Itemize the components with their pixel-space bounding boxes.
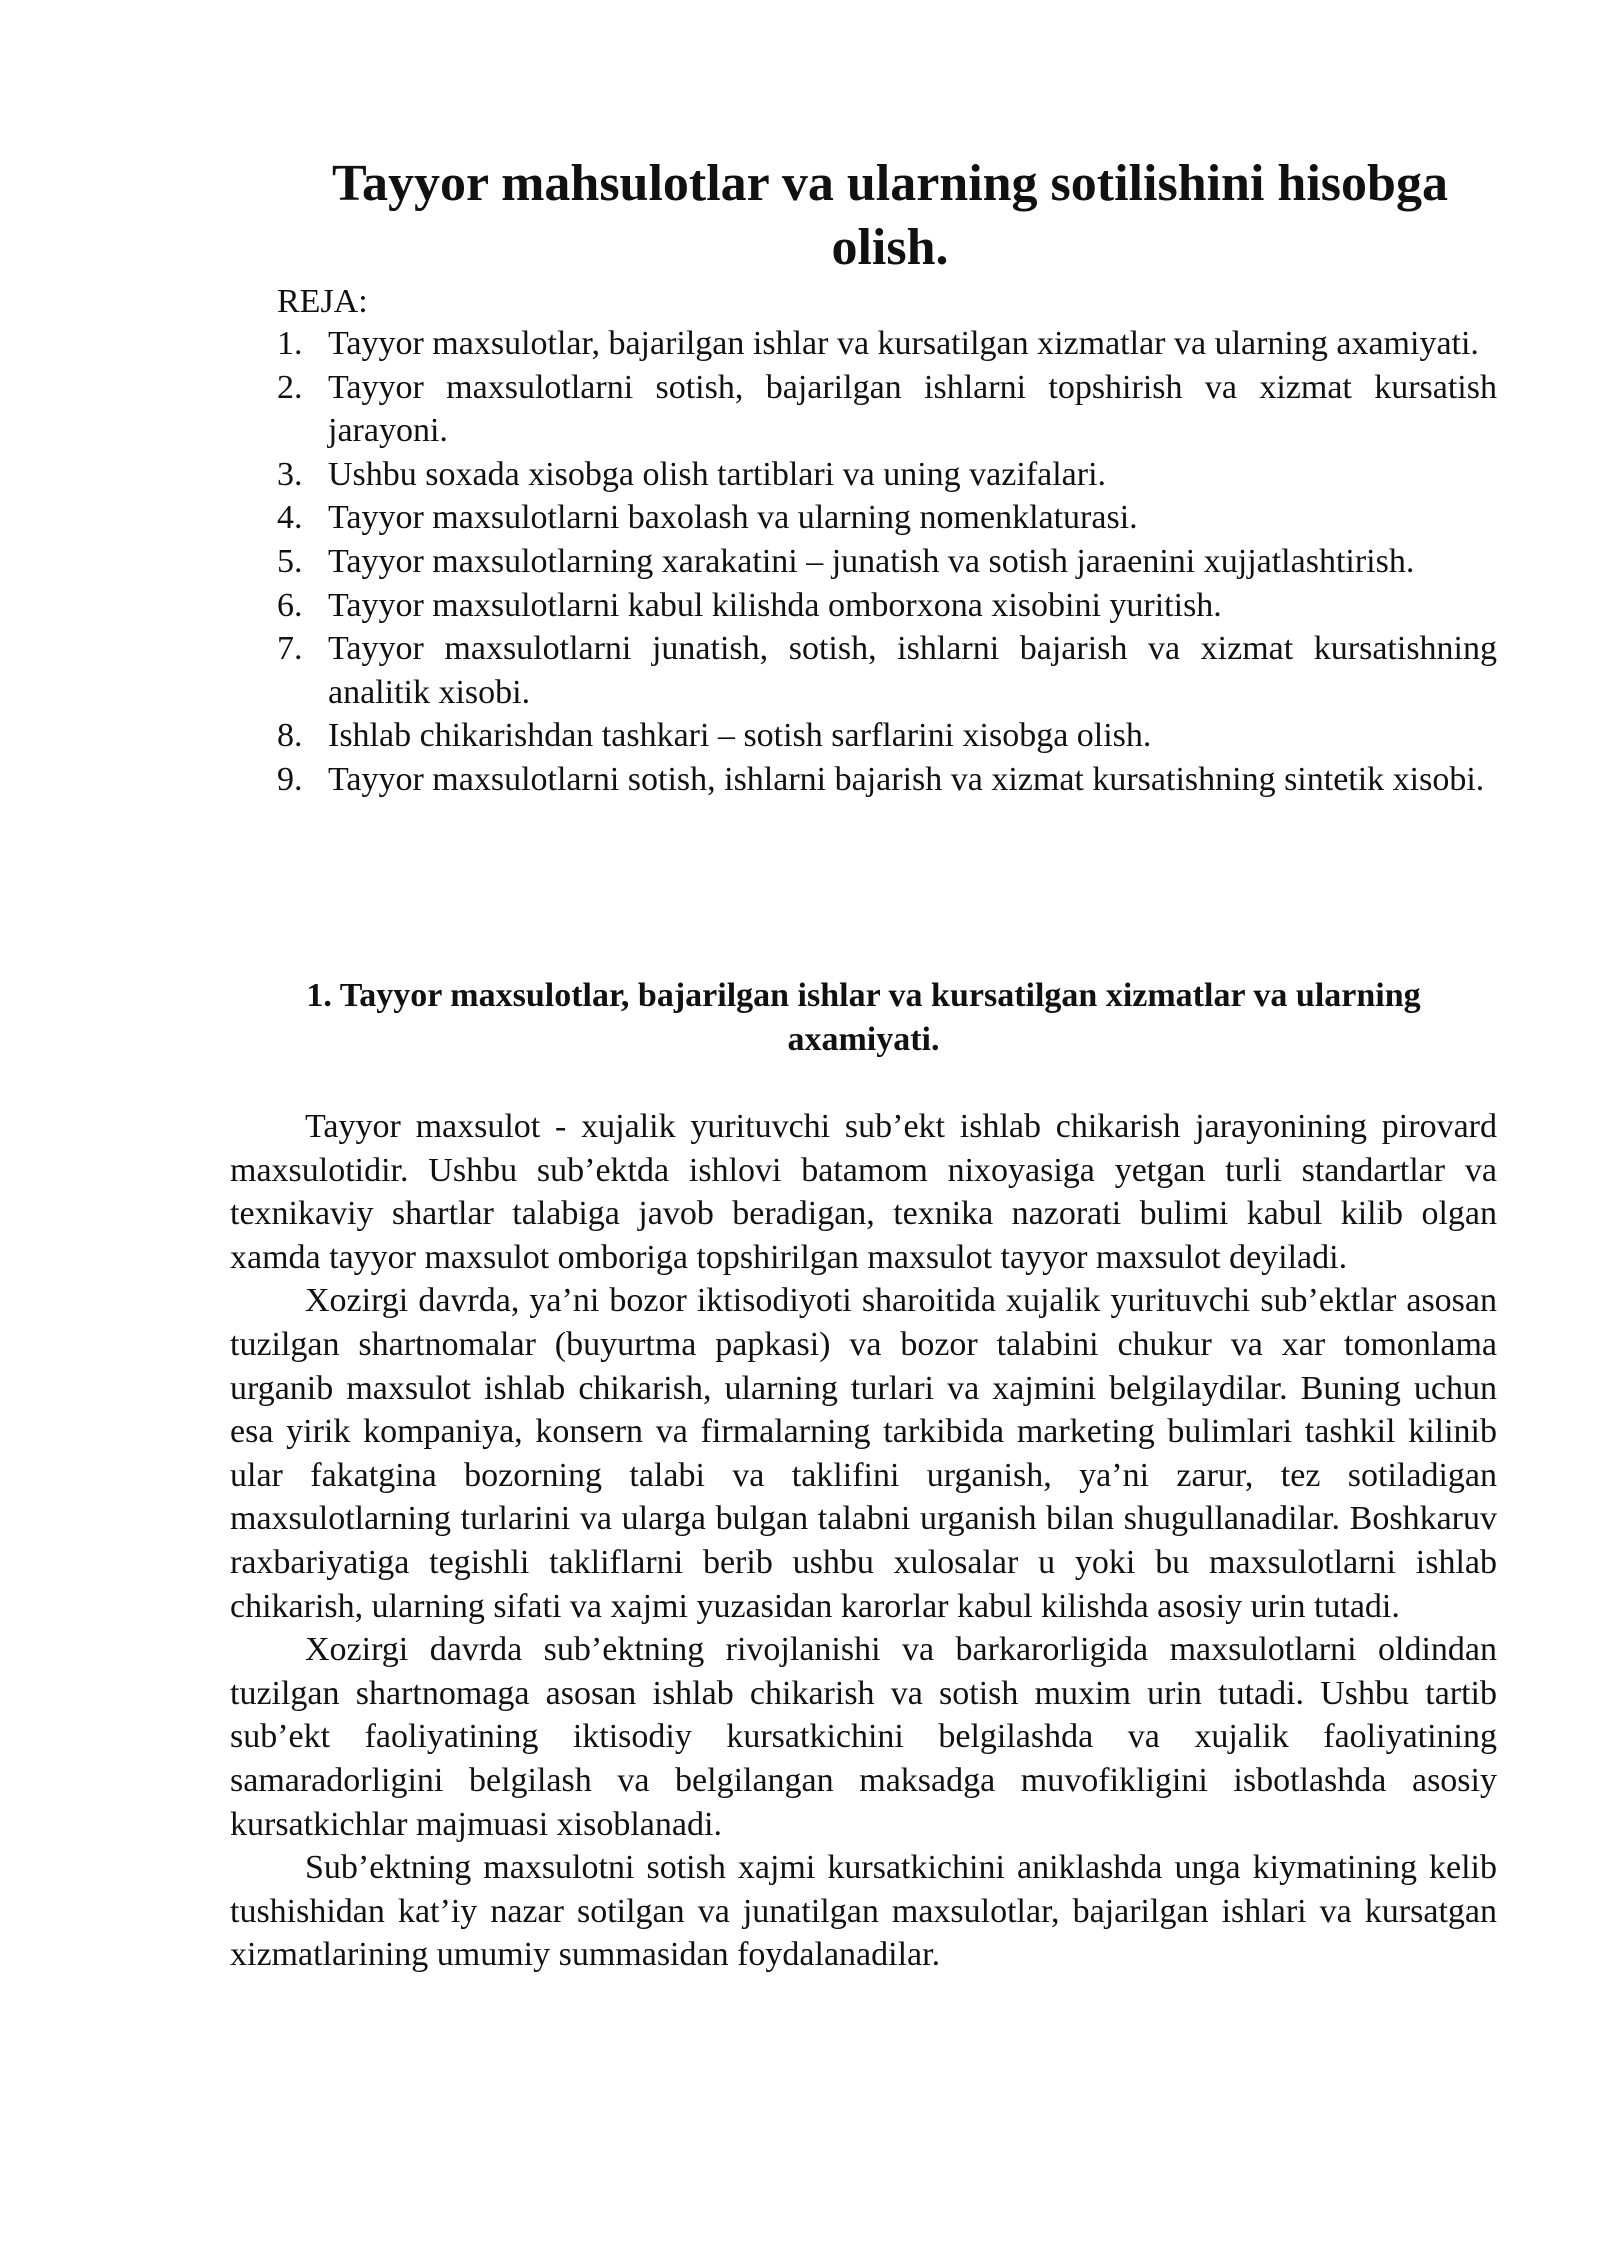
plan-item-number: 9. xyxy=(277,760,303,798)
plan-item xyxy=(277,496,1497,540)
plan-item-number: 7. xyxy=(277,630,303,668)
plan-item xyxy=(277,322,1497,366)
plan-item-number: 3. xyxy=(277,455,303,493)
body-paragraph: Xozirgi davrda sub’ektning rivojlanishi va barkarorligida maxsulotlarni oldindan tuzilgan shartnomaga asosan ishlab chikarish va sotish muxim urin tutadi. Ushbu tartib sub’ekt faoliyatining iktisodiy kursatkichini belgilashda va xujalik faoliyatining samaradorligini belgilash va belgilangan maksadga muvofikligini isbotlashda asosiy kursatkichlar majmuasi xisoblanadi. xyxy=(230,1631,1497,1843)
body-paragraph: Sub’ektning maxsulotni sotish xajmi kursatkichini aniklashda unga kiymatining kelib tushishidan kat’iy nazar sotilgan va junatilgan maxsulotlar, bajarilgan ishlari va kursatgan xizmatlarining umumiy summasidan foydalanadilar. xyxy=(230,1849,1497,1974)
plan-item xyxy=(277,584,1497,628)
plan-item-text: Tayyor maxsulotlarni baxolash va ularning nomenklaturasi. xyxy=(328,499,1138,537)
section-body xyxy=(230,1105,1497,1977)
plan-item-number: 8. xyxy=(277,717,303,755)
plan-item-text: Tayyor maxsulotlar, bajarilgan ishlar va kursatilgan xizmatlar va ularning axamiyati. xyxy=(328,325,1479,362)
plan-list xyxy=(277,322,1497,802)
plan-item-text: Tayyor maxsulotlarni kabul kilishda omborxona xisobini yuritish. xyxy=(328,586,1222,624)
section-heading: 1. Tayyor maxsulotlar, bajarilgan ishlar va kursatilgan xizmatlar va ularning axamiyati. xyxy=(306,977,1421,1058)
plan-label: REJA: xyxy=(277,283,368,320)
document-title: Tayyor mahsulotlar va ularning sotilishini hisobga olish. xyxy=(332,155,1448,276)
body-paragraph: Tayyor maxsulot - xujalik yurituvchi sub’ekt ishlab chikarish jarayonining pirovard maxsulotidir. Ushbu sub’ektda ishlovi batamom nixoyasiga yetgan turli standartlar va texnikaviy shartlar talabiga javob beradigan, texnika nazorati bulimi kabul kilib olgan xamda tayyor maxsulot omboriga topshirilgan maxsulot tayyor maxsulot deyiladi. xyxy=(230,1108,1497,1276)
body-paragraph: Xozirgi davrda, ya’ni bozor iktisodiyoti sharoitida xujalik yurituvchi sub’ektlar asosan tuzilgan shartnomalar (buyurtma papkasi) va bozor talabini chukur va xar tomonlama urganib maxsulot ishlab chikarish, ularning turlari va xajmini belgilaydilar. Buning uchun esa yirik kompaniya, konsern va firmalarning tarkibida marketing bulimlari tashkil kilinib ular fakatgina bozorning talabi va taklifini urganish, ya’ni zarur, tez sotiladigan maxsulotlarning turlarini va ularga bulgan talabni urganish bilan shugullanadilar. Boshkaruv raxbariyatiga tegishli takliflarni berib ushbu xulosalar u yoki bu maxsulotlarni ishlab chikarish, ularning sifati va xajmi yuzasidan karorlar kabul kilishda asosiy urin tutadi. xyxy=(230,1282,1497,1625)
plan-item-number: 2. xyxy=(277,368,303,406)
plan-item-text: Ushbu soxada xisobga olish tartiblari va uning vazifalari. xyxy=(328,455,1107,493)
plan-item-text: Ishlab chikarishdan tashkari – sotish sarflarini xisobga olish. xyxy=(328,717,1152,755)
plan-item-number: 4. xyxy=(277,499,303,537)
plan-item xyxy=(277,627,1497,714)
plan-item-text: Tayyor maxsulotlarning xarakatini – junatish va sotish jaraenini xujjatlashtirish. xyxy=(328,542,1415,580)
plan-item-text: Tayyor maxsulotlarni junatish, sotish, ishlarni bajarish va xizmat kursatishning analitik xisobi. xyxy=(328,630,1497,711)
plan-item xyxy=(277,453,1497,497)
plan-item xyxy=(277,758,1497,802)
plan-item-text: Tayyor maxsulotlarni sotish, bajarilgan ishlarni topshirish va xizmat kursatish jarayoni. xyxy=(328,368,1497,450)
plan-item xyxy=(277,540,1497,584)
plan-item-number: 5. xyxy=(277,542,303,580)
plan-item xyxy=(277,714,1497,758)
plan-item xyxy=(277,366,1497,453)
plan-item-text: Tayyor maxsulotlarni sotish, ishlarni bajarish va xizmat kursatishning sintetik xisobi. xyxy=(328,760,1485,798)
plan-item-number: 1. xyxy=(277,325,303,362)
plan-item-number: 6. xyxy=(277,586,303,624)
